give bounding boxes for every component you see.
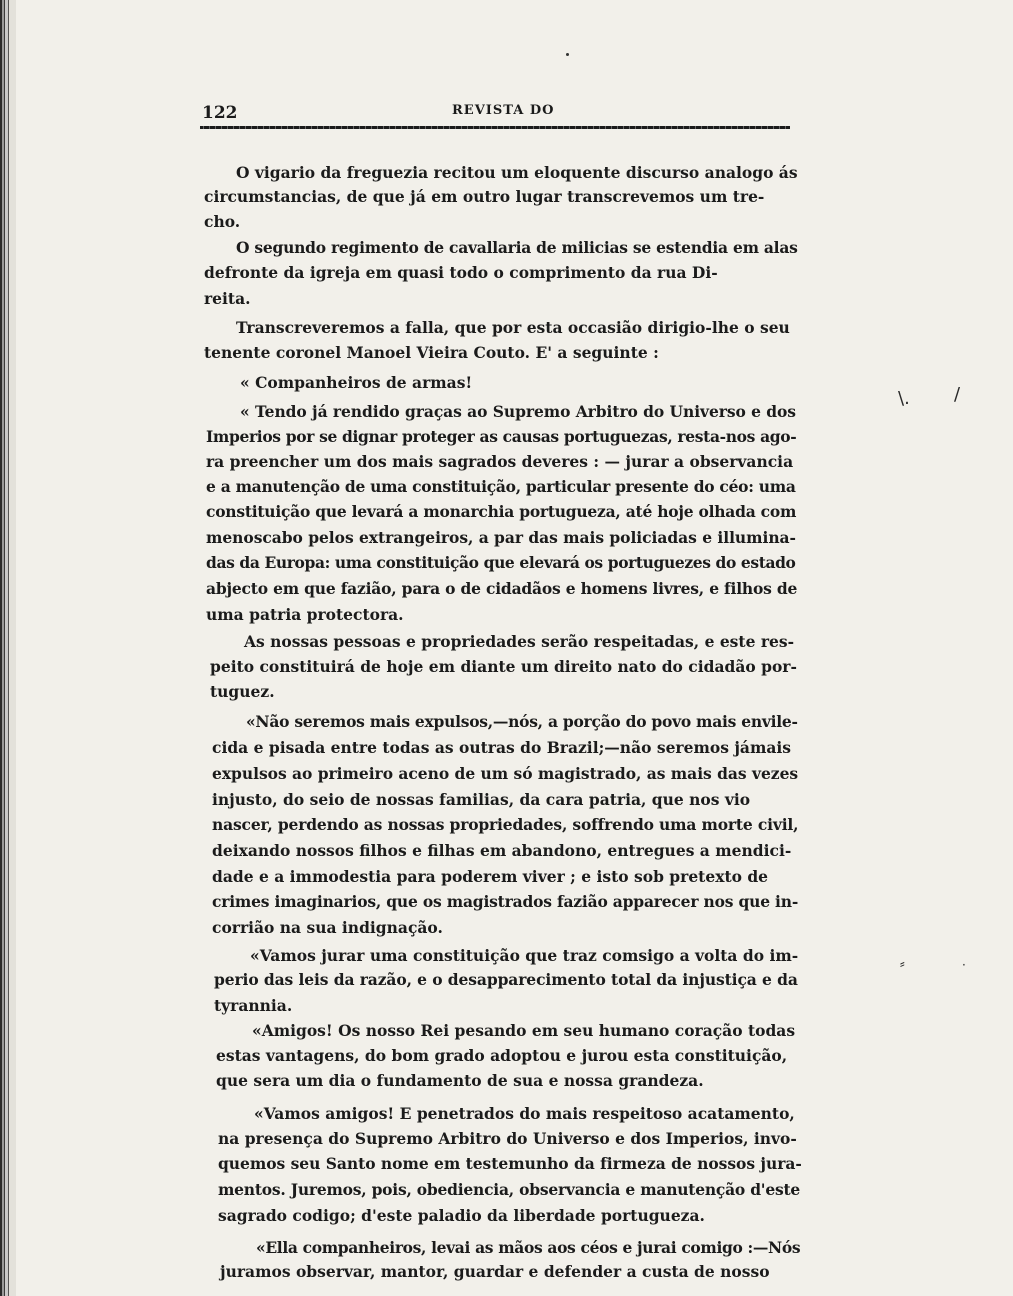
text-line: na presença do Supremo Arbitro do Universo e dos Imperios, invo- [218, 1129, 797, 1148]
header-rule [200, 126, 790, 129]
text-line: defronte da igreja em quasi todo o comprimento da rua Di- [204, 263, 718, 282]
margin-mark: · [962, 958, 966, 972]
text-line: crimes imaginarios, que os magistrados fazião apparecer nos que in- [212, 892, 799, 911]
text-line: circumstancias, de que já em outro lugar transcrevemos um tre- [204, 187, 765, 206]
text-line: sagrado codigo; d'este paladio da liberdade portugueza. [218, 1206, 705, 1225]
text-line: tenente coronel Manoel Vieira Couto. E' a seguinte : [204, 343, 659, 362]
text-line: reita. [204, 289, 251, 308]
margin-mark: \. [898, 388, 910, 409]
text-line: nascer, perdendo as nossas propriedades, soffrendo uma morte civil, [212, 815, 799, 834]
text-line: cho. [204, 212, 241, 231]
text-line: quemos seu Santo nome em testemunho da firmeza de nossos jura- [218, 1154, 802, 1173]
text-line: tuguez. [210, 682, 275, 701]
text-line: tyrannia. [214, 996, 293, 1015]
text-line: O segundo regimento de cavallaria de milicias se estendia em alas [236, 238, 798, 257]
text-line: que sera um dia o fundamento de sua e nossa grandeza. [216, 1071, 704, 1090]
text-line: cida e pisada entre todas as outras do Brazil;—não seremos jámais [212, 738, 792, 757]
text-line: e a manutenção de uma constituição, particular presente do céo: uma [206, 477, 796, 496]
text-line: «Vamos jurar uma constituição que traz comsigo a volta do im- [250, 946, 799, 965]
text-line: perio das leis da razão, e o desapparecimento total da injustiça e da [214, 970, 798, 989]
margin-mark: / [954, 384, 961, 405]
text-line: juramos observar, mantor, guardar e defender a custa de nosso [220, 1262, 770, 1281]
text-line: estas vantagens, do bom grado adoptou e jurou esta constituição, [216, 1046, 788, 1065]
text-line: ra preencher um dos mais sagrados deveres : — jurar a observancia [206, 452, 794, 471]
text-line: «Não seremos mais expulsos,—nós, a porção do povo mais envile- [246, 712, 798, 731]
text-line: expulsos ao primeiro aceno de um só magistrado, as mais das vezes [212, 764, 799, 783]
text-line: «Ella companheiros, levai as mãos aos céos e jurai comigo :—Nós [256, 1238, 801, 1257]
margin-mark: ⸗ [900, 956, 905, 972]
text-line: constituição que levará a monarchia portugueza, até hoje olhada com [206, 502, 797, 521]
book-binding-edge [0, 0, 16, 1296]
text-line: das da Europa: uma constituição que elevará os portuguezes do estado [206, 553, 796, 572]
text-line: mentos. Juremos, pois, obediencia, observancia e manutenção d'este [218, 1180, 801, 1199]
text-line: deixando nossos filhos e filhas em abandono, entregues a mendici- [212, 841, 792, 860]
text-line: uma patria protectora. [206, 605, 404, 624]
text-line: injusto, do seio de nossas familias, da cara patria, que nos vio [212, 790, 751, 809]
text-line: As nossas pessoas e propriedades serão respeitadas, e este res- [244, 632, 795, 651]
text-line: « Tendo já rendido graças ao Supremo Arbitro do Universo e dos [240, 402, 796, 421]
text-line: corrião na sua indignação. [212, 918, 443, 937]
text-line: O vigario da freguezia recitou um eloquente discurso analogo ás [236, 163, 798, 182]
text-line: « Companheiros de armas! [240, 373, 473, 392]
text-line: menoscabo pelos extrangeiros, a par das mais policiadas e illumina- [206, 528, 796, 547]
text-line: Imperios por se dignar proteger as causas portuguezas, resta-nos ago- [206, 427, 797, 446]
text-line: dade e a immodestia para poderem viver ; e isto sob pretexto de [212, 867, 769, 886]
text-line: «Amigos! Os nosso Rei pesando em seu humano coração todas [252, 1021, 796, 1040]
text-line: «Vamos amigos! E penetrados do mais respeitoso acatamento, [254, 1104, 795, 1123]
text-line: peito constituirá de hoje em diante um direito nato do cidadão por- [210, 657, 797, 676]
running-head: REVISTA DO [452, 103, 555, 118]
page-number: 122 [202, 103, 238, 123]
ink-speck [566, 53, 569, 56]
text-line: abjecto em que fazião, para o de cidadãos e homens livres, e filhos de [206, 579, 798, 598]
text-line: Transcreveremos a falla, que por esta occasião dirigio-lhe o seu [236, 318, 790, 337]
